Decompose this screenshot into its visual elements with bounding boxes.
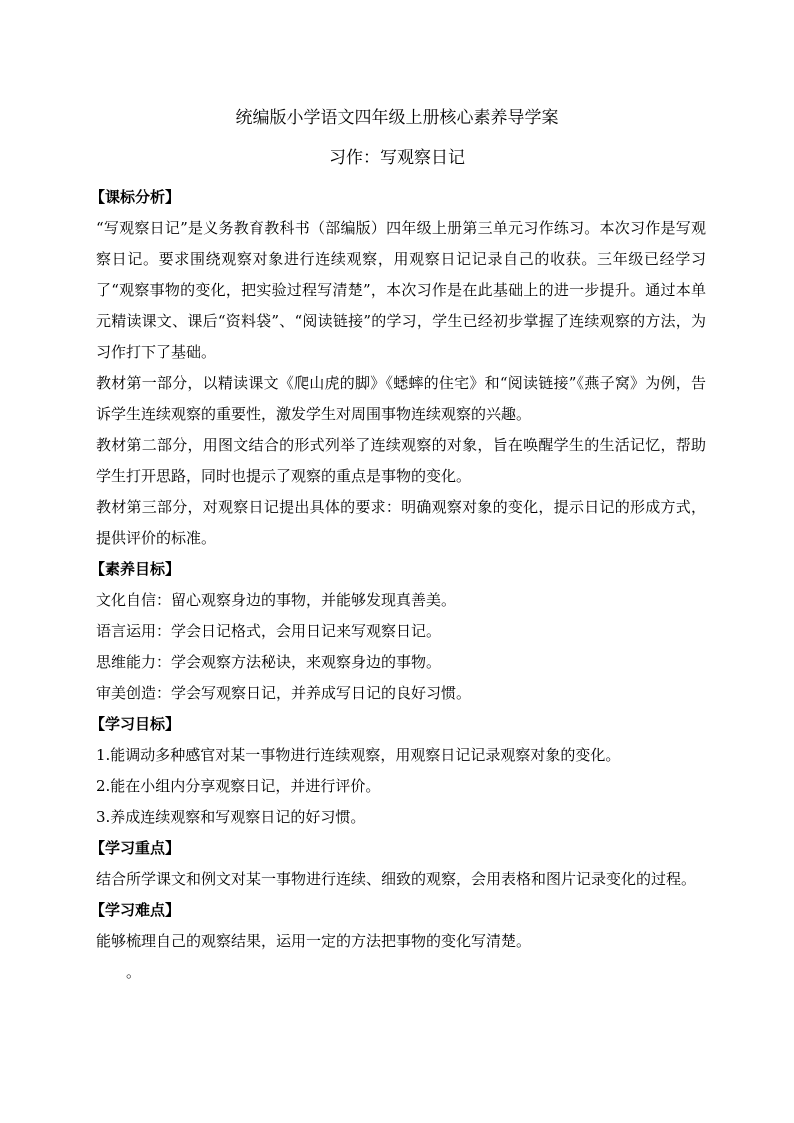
section-heading-analysis: 【课标分析】 [90, 188, 181, 206]
document-subtitle: 习作：写观察日记 [329, 148, 465, 168]
analysis-paragraph: 教材第一部分，以精读课文《爬山虎的脚》《蟋蟀的住宅》和“阅读链接”《燕子窝》为例，告诉学生连续观察的重要性，激发学生对周围事物连续观察的兴趣。 [96, 374, 706, 423]
literacy-goal-item: 审美创造：学会写观察日记，并养成写日记的良好习惯。 [96, 684, 472, 702]
section-heading-literacy-goals: 【素养目标】 [90, 560, 181, 578]
analysis-paragraph: 教材第三部分，对观察日记提出具体的要求：明确观察对象的变化，提示日记的形成方式，提供评价的标准。 [96, 498, 706, 547]
difficulties-text: 能够梳理自己的观察结果，运用一定的方法把事物的变化写清楚。 [96, 932, 532, 950]
analysis-paragraph: “写观察日记”是义务教育教科书（部编版）四年级上册第三单元习作练习。本次习作是写观察日记。要求围绕观察对象进行连续观察，用观察日记记录自己的收获。三年级已经学习了“观察事物的变化，把实验过程写清楚”，本次习作是在此基础上的进一步提升。通过本单元精读课文、课后“资料袋”、“阅读链接”的学习，学生已经初步掌握了连续观察的方法，为习作打下了基础。 [96, 219, 706, 361]
learning-goal-item: 3.养成连续观察和写观察日记的好习惯。 [96, 808, 366, 826]
literacy-goal-item: 思维能力：学会观察方法秘诀，来观察身边的事物。 [96, 653, 442, 671]
literacy-goal-item: 文化自信：留心观察身边的事物，并能够发现真善美。 [96, 591, 457, 609]
section-heading-difficulties: 【学习难点】 [90, 901, 181, 919]
section-heading-learning-goals: 【学习目标】 [90, 715, 181, 733]
learning-goal-item: 1.能调动多种感官对某一事物进行连续观察，用观察日记记录观察对象的变化。 [96, 746, 621, 764]
document-body [90, 182, 706, 988]
document-title: 统编版小学语文四年级上册核心素养导学案 [235, 108, 559, 128]
section-heading-key-points: 【学习重点】 [90, 839, 181, 857]
trailing-punctuation: 。 [126, 963, 142, 981]
literacy-goal-item: 语言运用：学会日记格式，会用日记来写观察日记。 [96, 622, 442, 640]
learning-goal-item: 2.能在小组内分享观察日记，并进行评价。 [96, 777, 381, 795]
analysis-paragraph: 教材第二部分，用图文结合的形式列举了连续观察的对象，旨在唤醒学生的生活记忆，帮助学生打开思路，同时也提示了观察的重点是事物的变化。 [96, 436, 706, 485]
key-points-text: 结合所学课文和例文对某一事物进行连续、细致的观察，会用表格和图片记录变化的过程。 [96, 870, 697, 888]
